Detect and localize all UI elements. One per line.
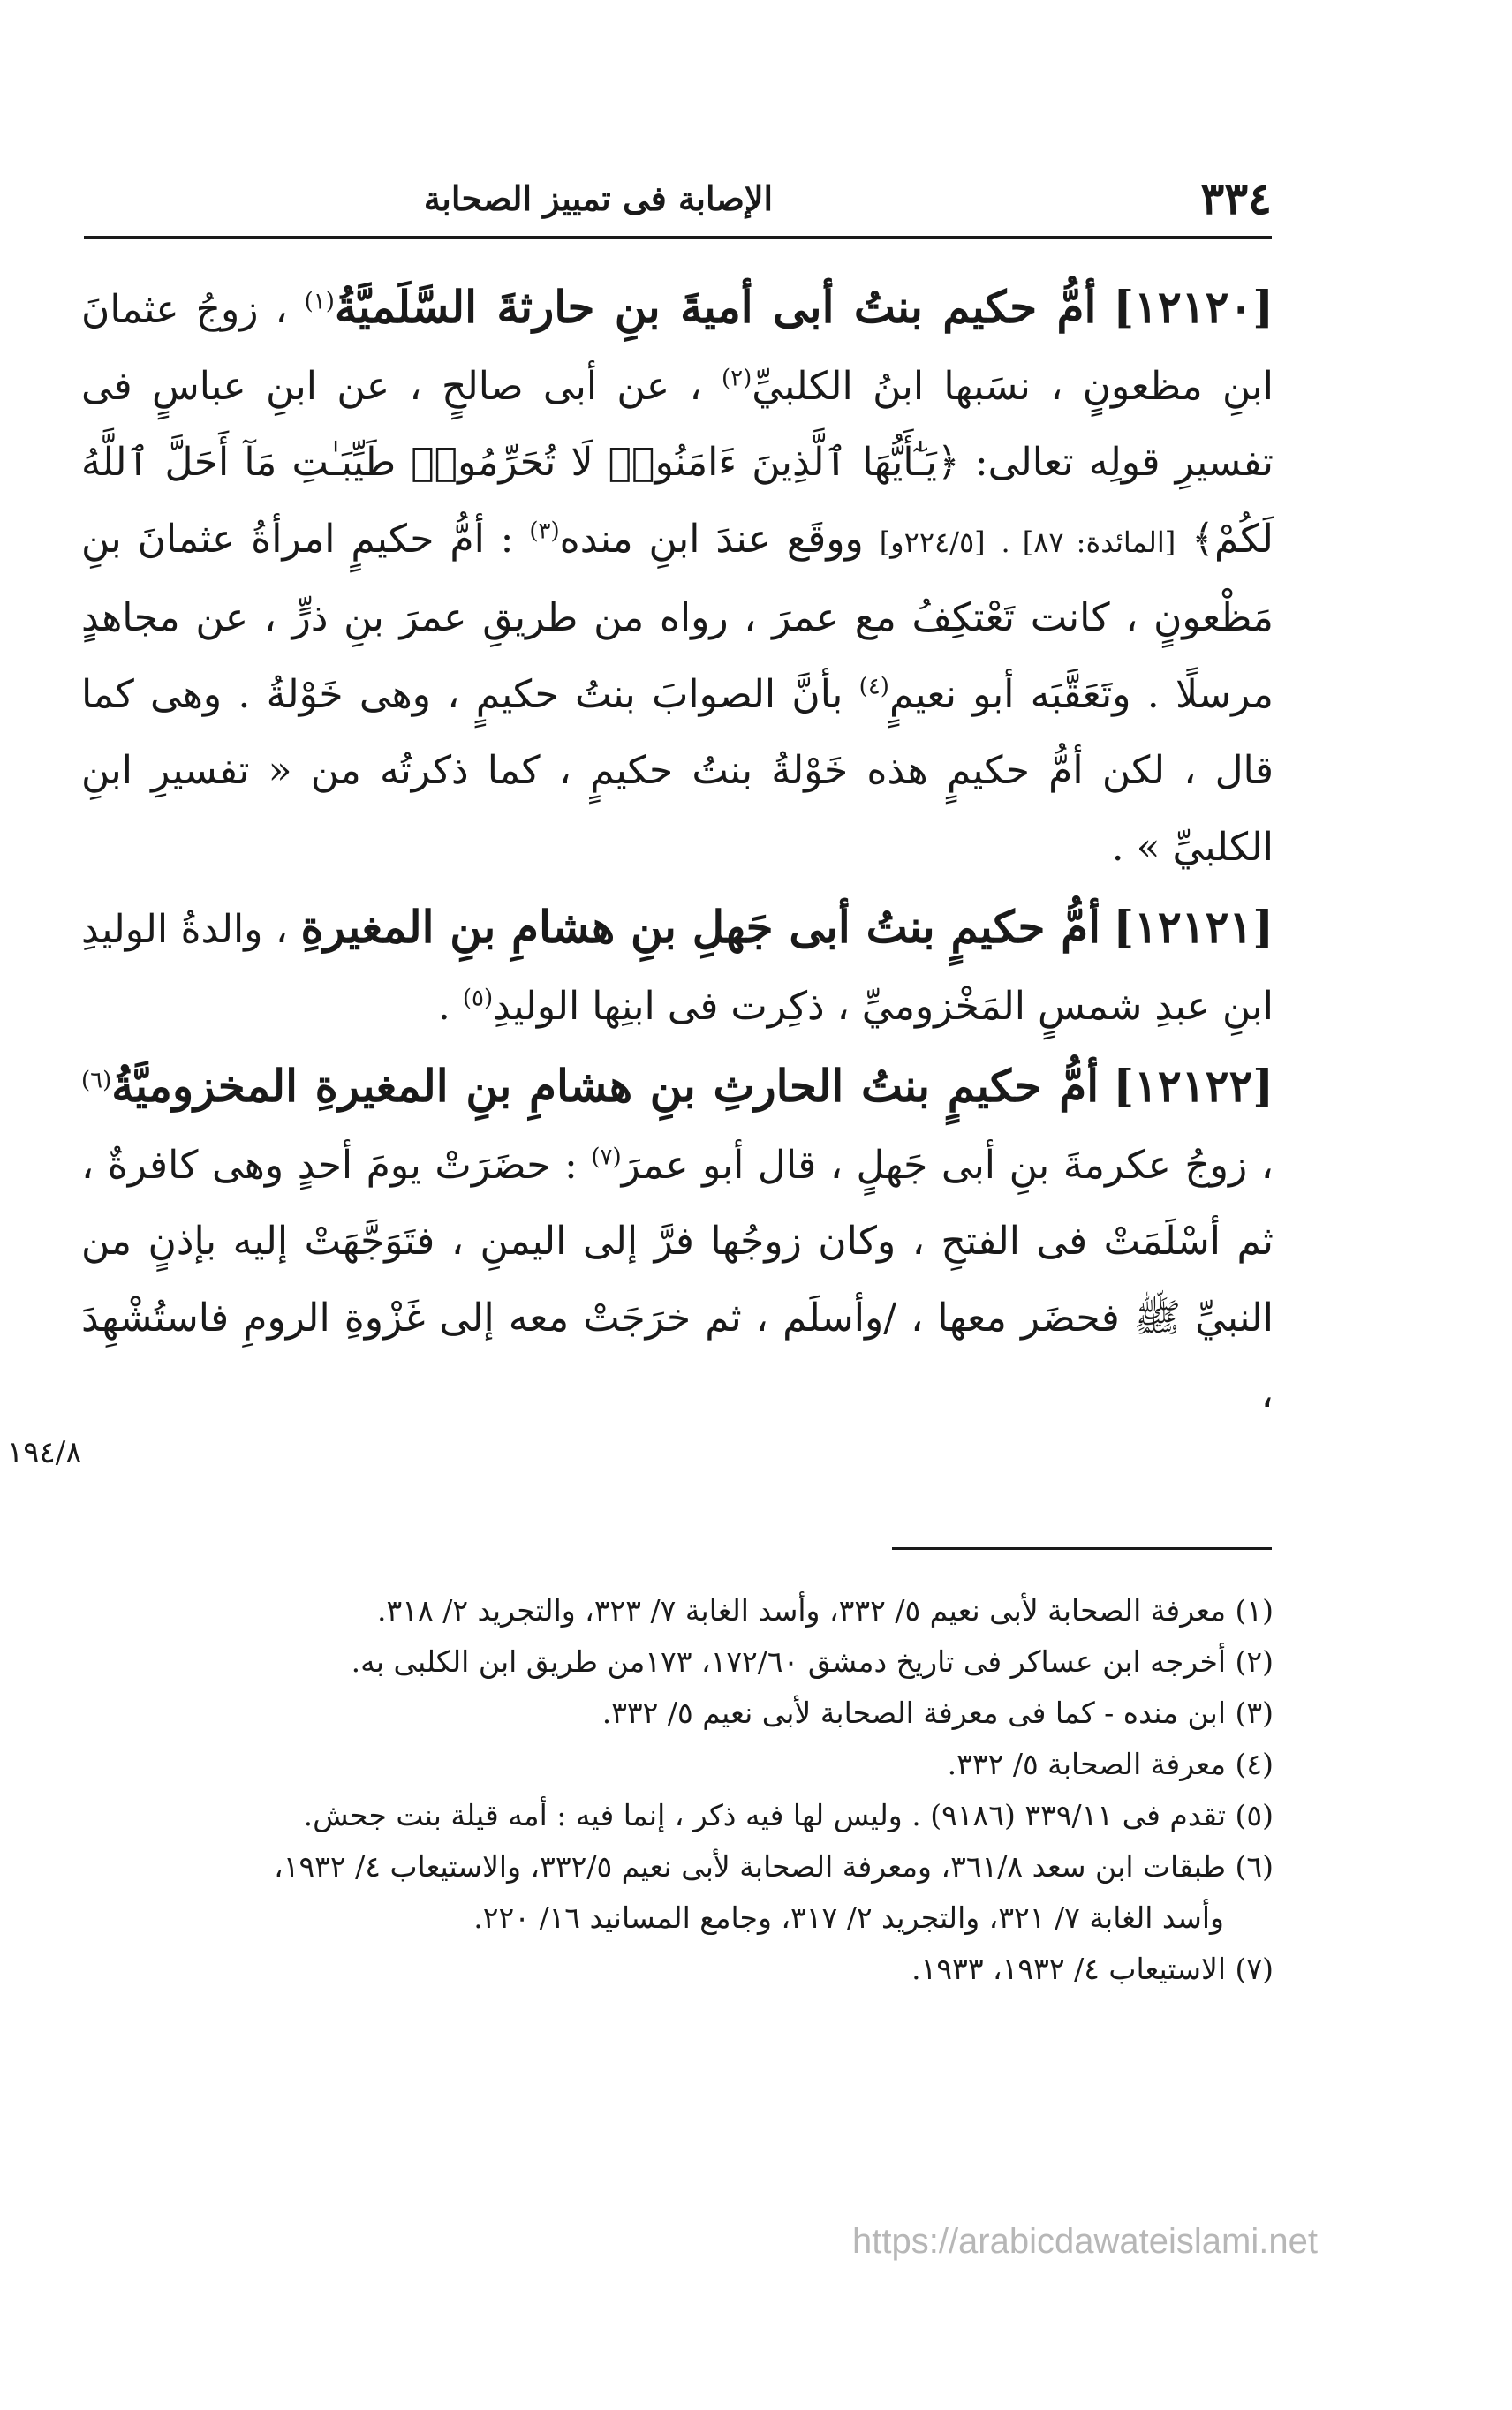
page-number: ٣٣٤ xyxy=(1200,172,1272,224)
footnote-marker[interactable]: (٢) xyxy=(722,364,752,391)
footnote-marker[interactable]: (٦) xyxy=(81,1067,112,1094)
footnote-marker[interactable]: (١) xyxy=(304,288,335,315)
volume-page-marker: ١٩٤/٨ xyxy=(7,1435,82,1470)
entry-text: : أمُّ حكيمٍ امرأةُ عثمانَ بنِ مَظْعونٍ ، كانت تَعْتكِفُ مع عمرَ ، رواه من طريقِ عمرَ بنِ ذرٍّ ، عن مجاهدٍ مرسلًا . وتَعَقَّبَه أبو نعيمٍ xyxy=(81,516,1274,717)
manuscript-folio: [٢٢٤/٥و] xyxy=(879,525,986,559)
footnote-6: (٦) طبقات ابن سعد ٣٦١/٨، ومعرفة الصحابة لأبى نعيم ٣٣٢/٥، والاستيعاب ٤/ ١٩٣٢، xyxy=(274,1849,1274,1884)
footnote-7: (٧) الاستيعاب ٤/ ١٩٣٢، ١٩٣٣. xyxy=(911,1952,1274,1986)
footnotes-section xyxy=(81,1585,1274,1995)
entry-number: [١٢١٢١] xyxy=(1113,901,1274,953)
header-divider xyxy=(84,236,1272,239)
footnote-6-continued: وأسد الغابة ٧/ ٣٢١، والتجريد ٢/ ٣١٧، وجامع المسانيد ١٦/ ٢٢٠. xyxy=(473,1900,1224,1935)
entry-name: أمُّ حكيم بنتُ أبى أميةَ بنِ حارثةَ السَّلَميَّةُ xyxy=(334,281,1097,333)
footnote-divider xyxy=(892,1547,1272,1550)
entry-name: أمُّ حكيمٍ بنتُ أبى جَهلِ بنِ هشامِ بنِ المغيرةِ xyxy=(300,901,1100,953)
footnote-marker[interactable]: (٣) xyxy=(529,517,560,544)
entry-text: بأنَّ الصوابَ بنتُ حكيمٍ ، وهى خَوْلةُ . وهى كما قال ، لكن أمُّ حكيمٍ هذه خَوْلةُ بنتُ حكيمٍ ، كما ذكرتُه من « تفسيرِ ابنِ الكلبيِّ » . xyxy=(81,671,1274,870)
footnote-marker[interactable]: (٥) xyxy=(462,984,494,1011)
entry-text: ، عن أبى صالحٍ ، عن ابنِ عباسٍ فى تفسيرِ قولِه تعالى: xyxy=(81,363,1274,485)
footnote-4: (٤) معرفة الصحابة ٥/ ٣٣٢. xyxy=(947,1747,1274,1781)
surah-reference: [المائدة: ٨٧] . xyxy=(1001,525,1176,559)
main-text xyxy=(81,269,1274,1437)
running-title: الإصابة فى تمييز الصحابة xyxy=(423,178,774,218)
entry-12120 xyxy=(81,269,1274,886)
footnote-1: (١) معرفة الصحابة لأبى نعيم ٥/ ٣٣٢، وأسد الغابة ٧/ ٣٢٣، والتجريد ٢/ ٣١٨. xyxy=(377,1593,1274,1628)
footnote-marker[interactable]: (٤) xyxy=(858,672,889,699)
quran-verse: ﴿يَـٰٓأَيُّهَا ٱلَّذِينَ ءَامَنُوا۟ لَا تُحَرِّمُوا۟ طَيِّبَـٰتِ مَآ أَحَلَّ ٱللَّهُ لَكُمْ﴾ xyxy=(81,440,1274,562)
footnote-3: (٣) ابن منده - كما فى معرفة الصحابة لأبى نعيم ٥/ ٣٣٢. xyxy=(601,1696,1274,1730)
footnote-2: (٢) أخرجه ابن عساكر فى تاريخ دمشق ١٧٢/٦٠، ١٧٣من طريق ابن الكلبى به. xyxy=(351,1644,1274,1679)
entry-text: ووقَع عندَ ابنِ منده xyxy=(559,516,864,562)
footnote-5: (٥) تقدم فى ٣٣٩/١١ (٩١٨٦) . وليس لها فيه ذكر ، إنما فيه : أمه قيلة بنت جحش. xyxy=(303,1798,1274,1832)
page-header xyxy=(84,159,1272,238)
entry-text: ، زوجُ عثمانَ ابنِ مظعونٍ ، نسَبها ابنُ الكلبيِّ xyxy=(81,287,1274,409)
entry-text: ، والدةُ الوليدِ ابنِ عبدِ شمسٍ المَخْزوميِّ ، ذكِرت فى ابنِها الوليدِ xyxy=(81,907,1274,1029)
entry-number: [١٢١٢٢] xyxy=(1113,1060,1274,1112)
entry-12121 xyxy=(81,889,1274,1045)
entry-name: أمُّ حكيمٍ بنتُ الحارثِ بنِ هشامِ بنِ المغيرةِ المخزوميَّةُ xyxy=(111,1060,1100,1112)
entry-text: . xyxy=(437,983,450,1029)
footnote-marker[interactable]: (٧) xyxy=(591,1143,622,1170)
entry-12122 xyxy=(81,1048,1274,1433)
watermark-url: https://arabicdawateislami.net xyxy=(852,2222,1318,2261)
entry-number: [١٢١٢٠] xyxy=(1113,281,1274,333)
entry-text: ، زوجُ عكرمةَ بنِ أبى جَهلٍ ، قال أبو عمرَ xyxy=(621,1142,1274,1188)
entry-text: : حضَرَتْ يومَ أحدٍ وهى كافرةٌ ، ثم أسْلَمَتْ فى الفتحِ ، وكان زوجُها فرَّ إلى اليمنِ ، فتَوَجَّهَتْ إليه بإذنٍ من النبيِّ ﷺ فحضَر معها ، /وأسلَم ، ثم خرَجَتْ معه إلى غَزْوةِ الرومِ فاستُشْهِدَ ، xyxy=(81,1142,1274,1417)
